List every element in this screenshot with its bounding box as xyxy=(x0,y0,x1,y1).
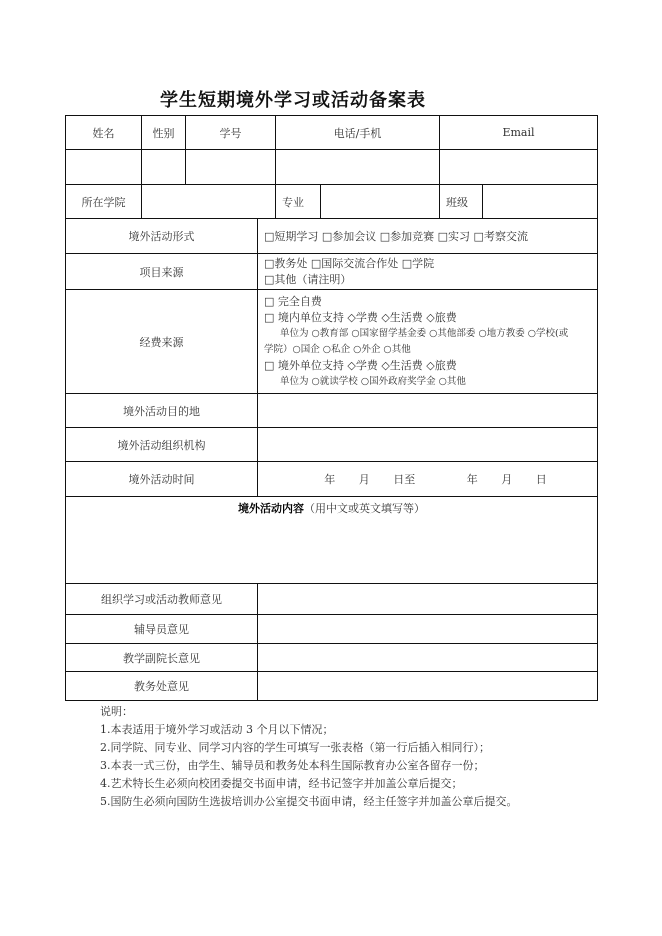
counselor-opinion-label: 辅导员意见 xyxy=(66,615,258,644)
organizer-field[interactable] xyxy=(258,428,598,462)
funding-domestic-units[interactable]: 单位为 ○教育部 ○国家留学基金委 ○其他部委 ○地方教委 ○学校(或 xyxy=(280,327,569,339)
activity-form-options[interactable]: □短期学习 □参加会议 □参加竞赛 □实习 □考察交流 xyxy=(258,219,598,254)
college-label: 所在学院 xyxy=(66,185,142,219)
funding-label: 经费来源 xyxy=(66,290,258,394)
content-note: （用中文或英文填写等） xyxy=(304,502,425,515)
destination-field[interactable] xyxy=(258,394,598,428)
class-label: 班级 xyxy=(440,185,483,219)
email-field[interactable] xyxy=(440,150,598,185)
content-field[interactable] xyxy=(66,497,598,584)
note-item: 5.国防生必须向国防生选拔培训办公室提交书面申请，经主任签字并加盖公章后提交。 xyxy=(100,795,518,808)
opinion-row xyxy=(66,672,598,701)
form-title-text: 学生短期境外学习或活动备案表 xyxy=(160,90,426,111)
organizer-row xyxy=(66,428,598,462)
registration-form-table xyxy=(65,115,598,701)
note-item: 2.同学院、同专业、同学习内容的学生可填写一张表格（第一行后插入相同行）； xyxy=(100,741,490,754)
class-field[interactable] xyxy=(483,185,598,219)
activity-form-label: 境外活动形式 xyxy=(66,219,258,254)
major-label: 专业 xyxy=(276,185,321,219)
header-row xyxy=(66,116,598,150)
student-id-field[interactable] xyxy=(186,150,276,185)
form-title xyxy=(0,86,662,112)
funding-foreign[interactable]: □ 境外单位支持 ◇学费 ◇生活费 ◇旅费 xyxy=(264,358,457,372)
activity-form-row xyxy=(66,219,598,254)
opinion-row xyxy=(66,644,598,672)
email-header: Email xyxy=(440,116,598,150)
academic-affairs-opinion-label: 教务处意见 xyxy=(66,672,258,701)
destination-label: 境外活动目的地 xyxy=(66,394,258,428)
student-id-header: 学号 xyxy=(186,116,276,150)
end-day-label: 日 xyxy=(535,473,547,486)
project-source-row xyxy=(66,254,598,290)
opinion-row xyxy=(66,584,598,615)
college-field[interactable] xyxy=(142,185,276,219)
content-row xyxy=(66,497,598,584)
student-input-row xyxy=(66,150,598,185)
time-field[interactable] xyxy=(258,462,598,497)
notes-section xyxy=(100,703,518,811)
teacher-opinion-field[interactable] xyxy=(258,584,598,615)
funding-options[interactable] xyxy=(258,290,598,394)
project-source-line-2[interactable]: □其他（请注明） xyxy=(264,272,352,286)
project-source-label: 项目来源 xyxy=(66,254,258,290)
project-source-options[interactable] xyxy=(258,254,598,290)
vice-dean-opinion-label: 教学副院长意见 xyxy=(66,644,258,672)
note-item: 4.艺术特长生必须向校团委提交书面申请，经书记签字并加盖公章后提交； xyxy=(100,777,463,790)
funding-domestic[interactable]: □ 境内单位支持 ◇学费 ◇生活费 ◇旅费 xyxy=(264,310,457,324)
time-label: 境外活动时间 xyxy=(66,462,258,497)
organizer-label: 境外活动组织机构 xyxy=(66,428,258,462)
academic-affairs-opinion-field[interactable] xyxy=(258,672,598,701)
end-year-label: 年 xyxy=(466,473,478,486)
funding-domestic-units-cont[interactable]: 学院）○国企 ○私企 ○外企 ○其他 xyxy=(264,343,411,355)
vice-dean-opinion-field[interactable] xyxy=(258,644,598,672)
name-header: 姓名 xyxy=(66,116,142,150)
major-field[interactable] xyxy=(321,185,440,219)
name-field[interactable] xyxy=(66,150,142,185)
college-row xyxy=(66,185,598,219)
note-item: 3.本表一式三份，由学生、辅导员和教务处本科生国际教育办公室各留存一份； xyxy=(100,759,485,772)
funding-row xyxy=(66,290,598,394)
project-source-line-1[interactable]: □教务处 □国际交流合作处 □学院 xyxy=(264,256,435,270)
funding-self[interactable]: □ 完全自费 xyxy=(264,294,322,308)
phone-field[interactable] xyxy=(276,150,440,185)
funding-foreign-units[interactable]: 单位为 ○就读学校 ○国外政府奖学金 ○其他 xyxy=(280,375,466,387)
start-month-label: 月 xyxy=(358,473,370,486)
note-item: 1.本表适用于境外学习或活动 3 个月以下情况； xyxy=(100,723,334,736)
content-label: 境外活动内容 xyxy=(238,502,304,515)
start-day-label: 日至 xyxy=(393,473,416,486)
start-year-label: 年 xyxy=(324,473,336,486)
phone-header: 电话/手机 xyxy=(276,116,440,150)
gender-field[interactable] xyxy=(142,150,186,185)
counselor-opinion-field[interactable] xyxy=(258,615,598,644)
opinion-row xyxy=(66,615,598,644)
destination-row xyxy=(66,394,598,428)
gender-header: 性别 xyxy=(142,116,186,150)
teacher-opinion-label: 组织学习或活动教师意见 xyxy=(66,584,258,615)
time-row xyxy=(66,462,598,497)
notes-heading: 说明： xyxy=(100,705,133,718)
end-month-label: 月 xyxy=(501,473,513,486)
